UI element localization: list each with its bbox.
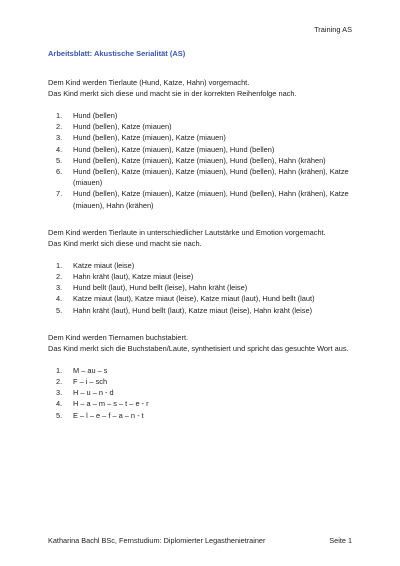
section-lautstaerke: [48, 227, 363, 316]
exercise-list: [48, 110, 363, 211]
list-item-text: Hund (bellen), Katze (miauen), Katze (miauen), Hund (bellen), Hahn (krähen): [73, 155, 326, 165]
section-buchstabieren: [48, 332, 363, 421]
section-tierlaute: [48, 77, 363, 211]
list-item-text: E – l – e – f – a – n - t: [73, 410, 144, 420]
exercise-list: [48, 365, 363, 421]
list-item-text: M – au – s: [73, 365, 108, 375]
page-footer: [48, 536, 352, 545]
list-number: 2.: [56, 272, 63, 282]
section-intro-line: Dem Kind werden Tiernamen buchstabiert.: [48, 332, 189, 342]
list-number: 5.: [56, 410, 63, 420]
list-number: 2.: [56, 377, 63, 387]
list-item: [48, 293, 363, 304]
list-item: [48, 271, 363, 282]
list-number: 4.: [56, 294, 63, 304]
section-intro-line: Das Kind merkt sich diese und macht sie nach.: [48, 238, 202, 248]
list-item-text: H – u – n - d: [73, 388, 114, 398]
list-number: 5.: [56, 155, 63, 165]
page-content: [48, 48, 363, 437]
list-item-text: Hund (bellen), Katze (miauen), Katze (miauen), Hund (bellen), Hahn (krähen), Katze (miauen): [73, 167, 349, 188]
list-item-text: Hund bellt (laut), Hund bellt (leise), Hahn kräht (leise): [73, 283, 248, 293]
list-item-text: H – a – m – s – t – e - r: [73, 399, 149, 409]
list-number: 5.: [56, 305, 63, 315]
worksheet-title: Arbeitsblatt: Akustische Serialität (AS): [48, 49, 186, 58]
list-item-text: Hund (bellen), Katze (miauen), Katze (miauen): [73, 133, 226, 143]
list-item: [48, 260, 363, 271]
list-item: [48, 365, 363, 376]
list-item-text: F – i – sch: [73, 377, 108, 387]
list-number: 1.: [56, 365, 63, 375]
section-intro-line: Das Kind merkt sich die Buchstaben/Laute, synthetisiert und spricht das gesuchte Wort aus.: [48, 343, 349, 353]
footer-author: Katharina Bachl BSc, Fernstudium: Diplomierter Legasthenietrainer: [48, 536, 266, 545]
list-item: [48, 132, 363, 143]
list-number: 1.: [56, 260, 63, 270]
list-item: [48, 282, 363, 293]
section-intro-line: Das Kind merkt sich diese und macht sie in der korrekten Reihenfolge nach.: [48, 89, 297, 98]
list-item: [48, 387, 363, 398]
list-item: [48, 121, 363, 132]
list-number: 3.: [56, 283, 63, 293]
list-item-text: Katze miaut (laut), Katze miaut (leise), Katze miaut (laut), Hund bellt (laut): [73, 294, 315, 304]
list-item: [48, 410, 363, 421]
list-item-text: Katze miaut (leise): [73, 260, 135, 270]
list-item-text: Hahn kräht (laut), Hund bellt (laut), Katze miaut (leise), Hahn kräht (leise): [73, 305, 313, 315]
list-number: 6.: [56, 167, 63, 177]
list-item-text: Hund (bellen), Katze (miauen), Katze (miauen), Hund (bellen): [73, 144, 275, 154]
list-number: 2.: [56, 122, 63, 132]
list-item: [48, 305, 363, 316]
section-intro-line: Dem Kind werden Tierlaute (Hund, Katze, Hahn) vorgemacht.: [48, 78, 250, 87]
list-number: 4.: [56, 144, 63, 154]
list-number: 7.: [56, 189, 63, 199]
list-item: [48, 166, 363, 188]
list-number: 3.: [56, 133, 63, 143]
list-item: [48, 376, 363, 387]
section-intro-line: Dem Kind werden Tierlaute in unterschiedlicher Lautstärke und Emotion vorgemacht.: [48, 227, 326, 237]
page-number: Seite 1: [329, 536, 352, 545]
list-item: [48, 155, 363, 166]
list-item-text: Hund (bellen), Katze (miauen), Katze (miauen), Hund (bellen), Hahn (krähen), Katze (miauen), Hahn (krähen): [73, 189, 349, 210]
list-item-text: Hund (bellen), Katze (miauen): [73, 122, 172, 132]
list-item-text: Hahn kräht (laut), Katze miaut (leise): [73, 272, 194, 282]
list-item: [48, 398, 363, 409]
list-item: [48, 188, 363, 210]
list-number: 1.: [56, 111, 63, 120]
page-header: Training AS: [314, 25, 352, 34]
list-item: [48, 110, 363, 121]
exercise-list: [48, 260, 363, 316]
list-number: 4.: [56, 399, 63, 409]
list-item-text: Hund (bellen): [73, 111, 118, 120]
list-item: [48, 144, 363, 155]
list-number: 3.: [56, 388, 63, 398]
